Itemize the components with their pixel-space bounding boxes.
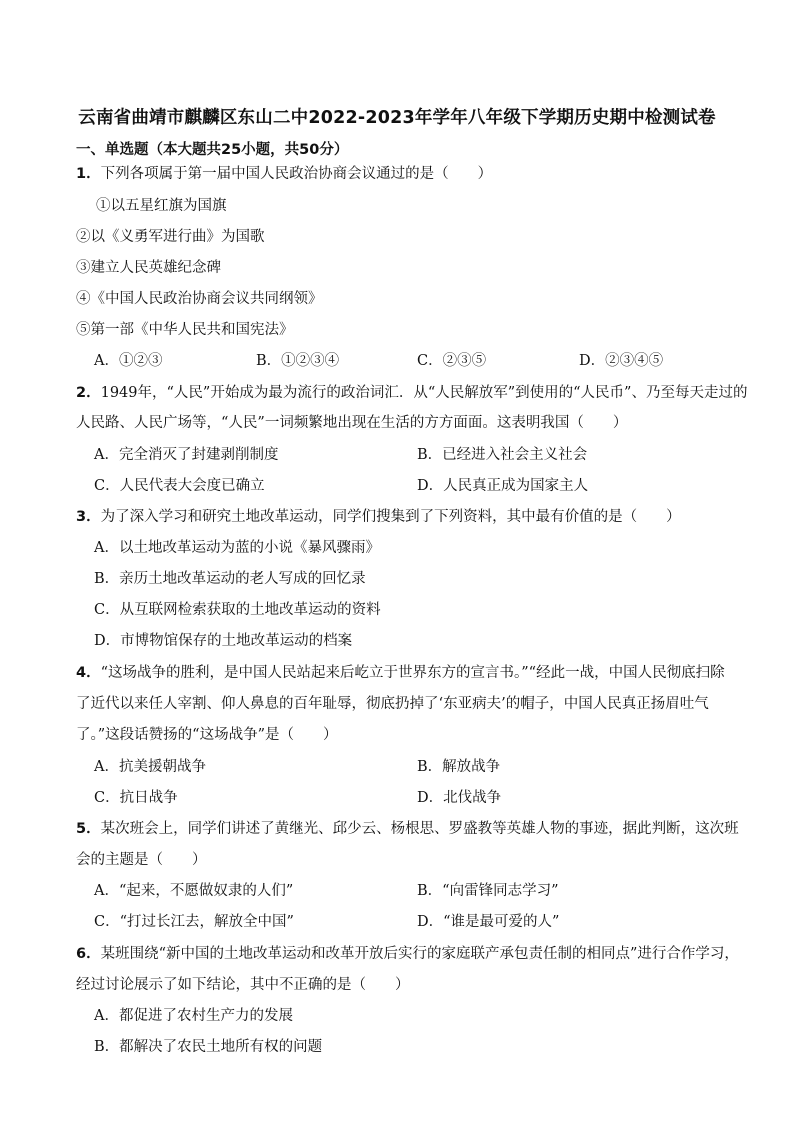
- question-text: 某次班会上，同学们讲述了黄继光、邱少云、杨根思、罗盛教等英雄人物的事迹，据此判断，这次班: [100, 821, 739, 837]
- question-4-text-line-2: 了近代以来任人宰割、仰人鼻息的百年耻辱，彻底扔掉了‘东亚病夫’的帽子，中国人民真正扬眉吐气: [76, 696, 709, 712]
- question-4-option-b[interactable]: B．解放战争: [417, 759, 501, 775]
- question-4-option-c[interactable]: C．抗日战争: [94, 790, 178, 806]
- question-1-option-b[interactable]: B．①②③④: [256, 353, 340, 369]
- question-2-option-c[interactable]: C．人民代表大会度已确立: [94, 478, 265, 494]
- question-6-text-line-2: 经过讨论展示了如下结论，其中不正确的是（ ）: [76, 977, 410, 993]
- question-number: 3．: [76, 509, 101, 525]
- question-2-option-d[interactable]: D．人民真正成为国家主人: [417, 478, 589, 494]
- question-5-option-a[interactable]: A．“起来，不愿做奴隶的人们”: [94, 883, 294, 899]
- question-6: [76, 944, 739, 964]
- question-number: 5．: [76, 821, 101, 837]
- question-3-option-c[interactable]: C．从互联网检索获取的土地改革运动的资料: [94, 602, 381, 618]
- question-6-option-b[interactable]: B．都解决了农民土地所有权的问题: [94, 1039, 323, 1055]
- question-5-option-c[interactable]: C．“打过长江去，解放全中国”: [94, 914, 294, 930]
- question-1-item-2: ②以《义勇军进行曲》为国歌: [76, 229, 265, 245]
- question-text: 为了深入学习和研究土地改革运动，同学们搜集到了下列资料，其中最有价值的是（ ）: [100, 509, 681, 525]
- question-2-option-a[interactable]: A．完全消灭了封建剥削制度: [94, 447, 279, 463]
- question-4-option-a[interactable]: A．抗美援朝战争: [94, 759, 206, 775]
- question-3: [76, 507, 681, 527]
- question-2: [76, 383, 747, 403]
- question-number: 2．: [76, 385, 101, 401]
- question-5-text-line-2: 会的主题是（ ）: [76, 852, 207, 868]
- question-1: [76, 164, 492, 184]
- question-5-option-d[interactable]: D．“谁是最可爱的人”: [417, 914, 560, 930]
- question-1-item-4: ④《中国人民政治协商会议共同纲领》: [76, 291, 323, 307]
- question-1-option-c[interactable]: C．②③⑤: [417, 353, 487, 369]
- question-text: 某班围绕“新中国的土地改革运动和改革开放后实行的家庭联产承包责任制的相同点”进行合作学习，: [100, 946, 739, 962]
- question-3-option-d[interactable]: D．市博物馆保存的土地改革运动的档案: [94, 633, 353, 649]
- question-4-text-line-3: 了。”这段话赞扬的“这场战争”是（ ）: [76, 727, 338, 743]
- question-4-option-d[interactable]: D．北伐战争: [417, 790, 502, 806]
- question-1-item-5: ⑤第一部《中华人民共和国宪法》: [76, 322, 294, 338]
- question-5: [76, 819, 739, 839]
- question-number: 4．: [76, 665, 101, 681]
- question-3-option-b[interactable]: B．亲历土地改革运动的老人写成的回忆录: [94, 571, 366, 587]
- exam-title: 云南省曲靖市麒麟区东山二中2022-2023年学年八年级下学期历史期中检测试卷: [78, 108, 716, 128]
- question-1-option-d[interactable]: D．②③④⑤: [579, 353, 664, 369]
- question-4: [76, 663, 725, 683]
- question-1-option-a[interactable]: A．①②③: [94, 353, 163, 369]
- question-5-option-b[interactable]: B．“向雷锋同志学习”: [417, 883, 559, 899]
- question-number: 1．: [76, 166, 101, 182]
- section-heading: 一、单选题（本大题共25小题，共50分）: [76, 142, 349, 158]
- question-6-option-a[interactable]: A．都促进了农村生产力的发展: [94, 1008, 293, 1024]
- question-text: 下列各项属于第一届中国人民政治协商会议通过的是（ ）: [100, 166, 493, 182]
- question-number: 6．: [76, 946, 101, 962]
- question-text: “这场战争的胜利，是中国人民站起来后屹立于世界东方的宣言书。”“经此一战，中国人民彻底扫除: [100, 665, 725, 681]
- question-1-item-3: ③建立人民英雄纪念碑: [76, 260, 221, 276]
- question-text: 1949年，“人民”开始成为最为流行的政治词汇．从“人民解放军”到使用的“人民币”、乃至每天走过的: [100, 385, 748, 401]
- question-2-option-b[interactable]: B．已经进入社会主义社会: [417, 447, 588, 463]
- question-2-text-line-2: 人民路、人民广场等，“人民”一词频繁地出现在生活的方方面面。这表明我国（ ）: [76, 415, 628, 431]
- question-1-item-1: ①以五星红旗为国旗: [96, 198, 227, 214]
- question-3-option-a[interactable]: A．以土地改革运动为蓝的小说《暴风骤雨》: [94, 540, 380, 556]
